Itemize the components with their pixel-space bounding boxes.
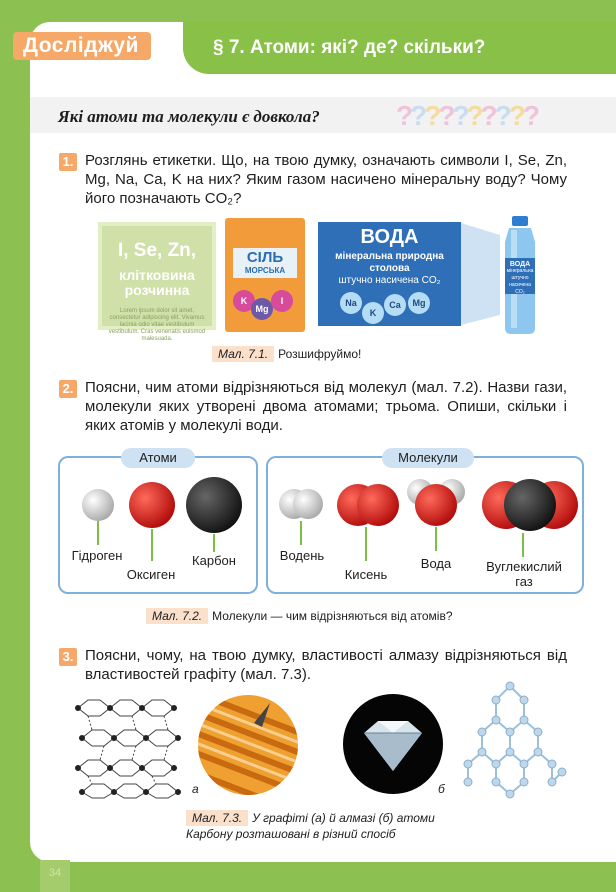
diamond-photo	[342, 693, 444, 795]
question-mark-glyph: ?	[424, 100, 439, 131]
label-water-molecule: Вода	[420, 556, 452, 571]
stem-carbon	[213, 534, 215, 552]
page-number: 34	[40, 860, 70, 892]
question-marks-decoration	[396, 97, 537, 133]
salt-ion-mg: Mg	[251, 298, 273, 320]
caption-7-1	[212, 347, 361, 362]
task-number-3: 3.	[59, 648, 77, 666]
oxygen-atom	[129, 482, 175, 528]
caption-7-3-line-1: У графіті (а) й алмазі (б) атоми	[252, 811, 435, 825]
label-carbon: Карбон	[192, 553, 236, 568]
bag-subtitle: клітковина розчинна	[119, 267, 195, 298]
stem-hydrogen-molecule	[300, 521, 302, 545]
water-line-2: столова	[369, 263, 410, 274]
stem-water-molecule	[435, 527, 437, 551]
caption-7-2-label: Мал. 7.2.	[146, 608, 208, 624]
graphite-lattice-image	[68, 688, 190, 802]
molecules-panel-title: Молекули	[382, 448, 474, 468]
label-hydrogen: Гідроген	[71, 548, 123, 563]
photo-letter-b: б	[438, 782, 445, 796]
mineral-water-label	[318, 222, 461, 326]
salt-title-panel	[233, 248, 297, 278]
caption-7-2-text: Молекули — чим відрізняються від атомів?	[212, 609, 453, 623]
caption-7-2	[146, 609, 453, 624]
oxygen-molecule	[337, 484, 399, 526]
question-mark-glyph: ?	[480, 100, 495, 131]
water-line-1: мінеральна природна	[335, 251, 444, 262]
bottle-line-1: ВОДА	[509, 261, 531, 268]
water-ion-ca: Ca	[384, 294, 406, 316]
water-ion-k: K	[362, 302, 384, 324]
bottle-line-2: мінеральна	[506, 268, 534, 274]
label-oxygen-molecule: Кисень	[344, 567, 388, 582]
question-mark-glyph: ?	[438, 100, 453, 131]
caption-7-3-label: Мал. 7.3.	[186, 810, 248, 826]
graphite-pencils-photo	[196, 693, 300, 797]
atoms-panel-title: Атоми	[121, 448, 195, 468]
fiber-package-label	[98, 222, 216, 342]
salt-subtitle: МОРСЬКА	[244, 266, 286, 275]
label-hydrogen-molecule: Водень	[279, 548, 325, 563]
water-ion-na: Na	[340, 292, 362, 314]
question-mark-glyph: ?	[452, 100, 467, 131]
question-mark-glyph: ?	[466, 100, 481, 131]
page-header: § 7. Атоми: які? де? скільки?	[183, 22, 616, 74]
label-oxygen: Оксиген	[126, 567, 176, 582]
question-mark-glyph: ?	[508, 100, 523, 131]
caption-7-3-line-2: Карбону розташовані в різний спосіб	[186, 827, 396, 841]
salt-title: СІЛЬ	[246, 249, 284, 266]
task-text-2: Поясни, чим атоми відрізняються від молекул (мал. 7.2). Назви гази, молекули яких утворені двома атомами; трьома. Опиши, скільки і яких атомів у молекулі води.	[85, 379, 567, 434]
task-number-2: 2.	[59, 380, 77, 398]
caption-7-3	[186, 810, 486, 842]
bottle-line-3: штучно насичена CO₂	[509, 275, 531, 295]
bag-fine-print: Lorem ipsum dolor sit amet, consectetur adipiscing elit. Vivamus lacinia odio vitae vestibulum vestibulum. Cras venenatis euismod malesuada.	[108, 308, 206, 342]
question-title: Які атоми та молекули є довкола?	[58, 107, 320, 126]
water-ion-mg: Mg	[408, 292, 430, 314]
task-text-1: Розглянь етикетки. Що, на твою думку, означають символи I, Se, Zn, Mg, Na, Ca, K на них? Яким газом насичено мінеральну воду? Чому його позначають CO₂?	[85, 152, 567, 207]
water-molecule	[407, 479, 465, 526]
hydrogen-atom	[82, 489, 114, 521]
task-text-3: Поясни, чому, на твою думку, властивості алмазу відрізняються від властивостей графіту (мал. 7.3).	[85, 647, 567, 683]
salt-ion-k: K	[233, 290, 255, 312]
molecule-models	[58, 460, 586, 550]
caption-7-1-text: Розшифруймо!	[278, 347, 362, 361]
question-mark-glyph: ?	[522, 100, 538, 131]
hydrogen-molecule	[279, 489, 323, 519]
carbon-dioxide-molecule	[482, 479, 578, 531]
bottle-label	[505, 261, 535, 296]
stem-co2-molecule	[522, 533, 524, 557]
salt-ion-i: I	[271, 290, 293, 312]
water-title: ВОДА	[360, 226, 419, 248]
question-mark-glyph: ?	[494, 100, 509, 131]
photo-letter-a: а	[192, 782, 199, 796]
salt-box-label	[225, 218, 305, 332]
caption-7-1-label: Мал. 7.1.	[212, 346, 274, 362]
stem-oxygen	[151, 529, 153, 561]
section-tag: Досліджуй	[13, 32, 151, 60]
carbon-atom	[186, 477, 242, 533]
question-mark-glyph: ?	[396, 100, 411, 131]
diamond-lattice-image	[452, 676, 570, 806]
stem-hydrogen	[97, 521, 99, 545]
task-number-1: 1.	[59, 153, 77, 171]
label-co2-molecule: Вуглекислий газ	[486, 559, 562, 589]
bag-title: I, Se, Zn,	[117, 240, 197, 261]
water-line-3: штучно насичена CO₂	[338, 275, 441, 286]
stem-oxygen-molecule	[365, 527, 367, 561]
question-mark-glyph: ?	[410, 100, 425, 131]
